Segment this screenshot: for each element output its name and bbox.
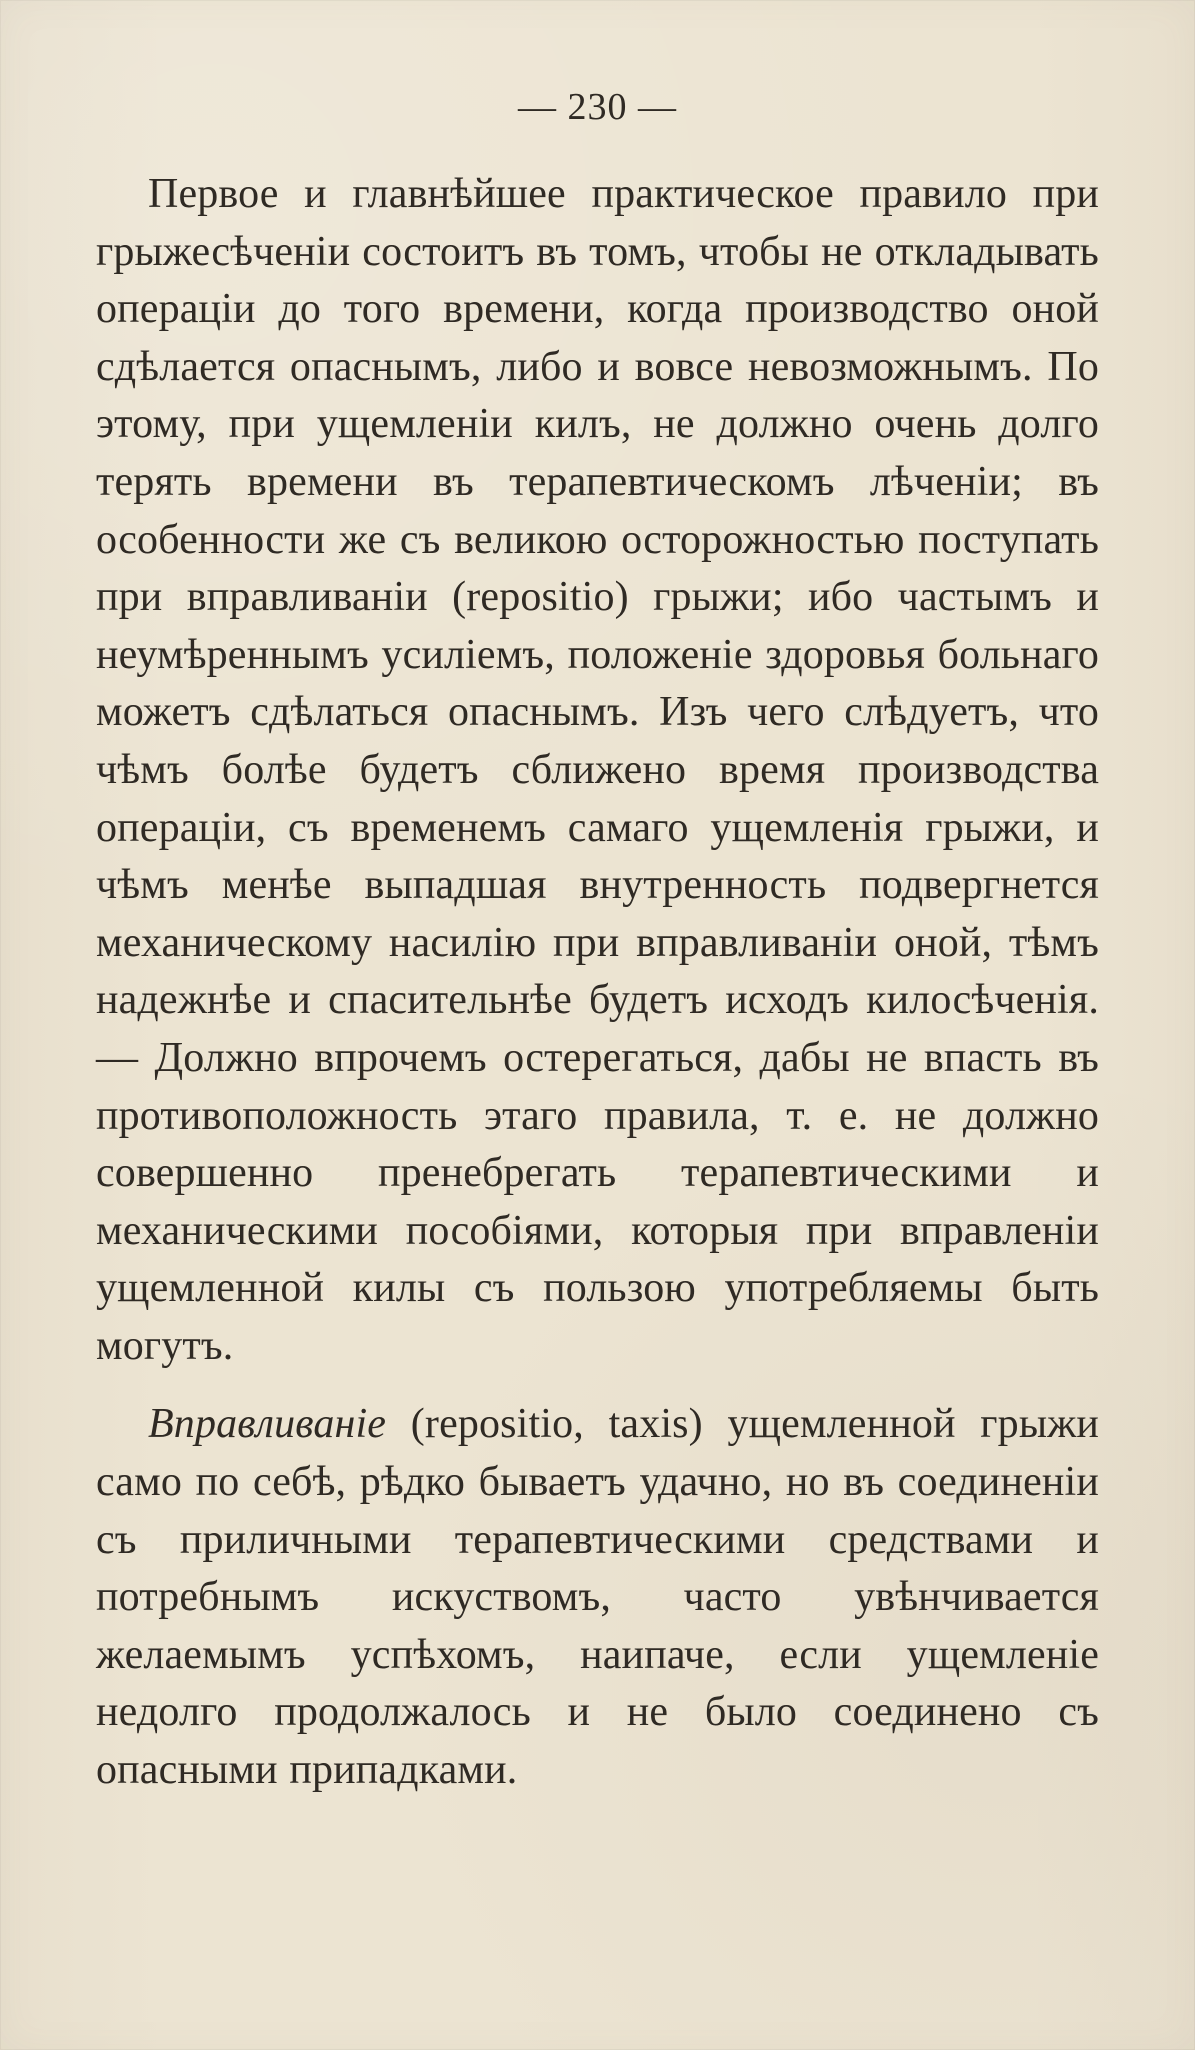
paragraph-1: Первое и главнѣйшее практическое правило при грыжесѣченіи состоитъ въ томъ, чтобы не откладывать операціи до того времени, когда производство оной сдѣлается опаснымъ, либо и вовсе невозможнымъ. По этому, при ущемленіи килъ, не должно очень долго терять времени въ терапевтическомъ лѣченіи; въ особенности же съ великою осторожностью поступать при вправливаніи (repositio) грыжи; ибо частымъ и неумѣреннымъ усиліемъ, положеніе здоровья больнаго можетъ сдѣлаться опаснымъ. Изъ чего слѣдуетъ, что чѣмъ болѣе будетъ сближено время производства операціи, съ временемъ самаго ущемленія грыжи, и чѣмъ менѣе выпадшая внутренность подвергнется механическому насилію при вправливаніи оной, тѣмъ надежнѣе и спасительнѣе будетъ исходъ килосѣченія. — Должно впрочемъ остерегаться, дабы не впасть въ противоположность этаго правила, т. е. не должно совершенно пренебрегать терапевтическими и механическими пособіями, которыя при вправленіи ущемленной килы съ пользою употребляемы быть могутъ. — [96, 171, 1099, 1369]
page-number: — 230 — — [518, 86, 677, 128]
paragraph-2 — [96, 1396, 1099, 1799]
italic-term: Вправливаніе — [148, 1401, 387, 1448]
page-text-block — [96, 166, 1099, 1800]
paragraph-2-text: (repositio, taxis) ущемленной грыжи само по себѣ, рѣдко бываетъ удачно, но въ соединеніи съ приличными терапевтическими средствами и потребнымъ искуствомъ, часто увѣнчивается желаемымъ успѣхомъ, наипаче, если ущемленіе недолго продолжалось и не было соединено съ опасными припадками. — [96, 1401, 1099, 1794]
